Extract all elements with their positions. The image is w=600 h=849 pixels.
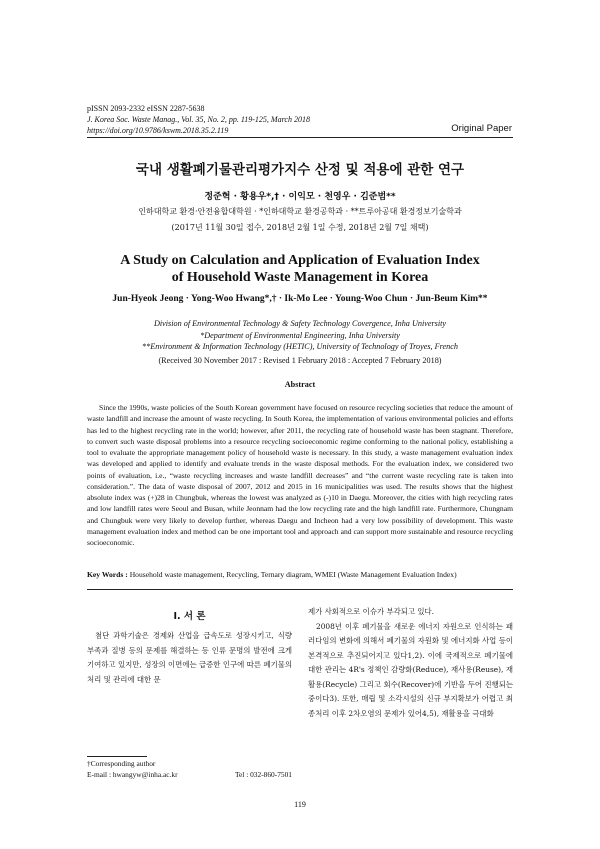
keywords-label: Key Words : <box>87 570 128 579</box>
english-affiliations <box>87 318 513 353</box>
page-number: 119 <box>294 800 306 809</box>
english-dates: (Received 30 November 2017 : Revised 1 February 2018 : Accepted 7 February 2018) <box>158 356 442 365</box>
affiliation-2: *Department of Environmental Engineering, Inha University <box>200 330 400 340</box>
intro-paragraph-continued: 제가 사회적으로 이슈가 부각되고 있다. <box>308 607 434 616</box>
footnote-rule <box>87 756 147 757</box>
article-type: Original Paper <box>451 123 512 134</box>
english-title <box>87 252 513 286</box>
corresponding-author-footnote <box>87 758 292 780</box>
intro-paragraph-1: 첨단 과학기술은 경제와 산업을 급속도로 성장시키고, 식량 부족과 질병 등의 문제를 해결하는 등 인류 문명의 발전에 크게 기여하고 있지만, 성장의 이면에는 급증한 인구에 따른 폐기물의 처리 및 관리에 대한 문 <box>87 631 292 684</box>
keywords <box>87 570 513 579</box>
intro-right-column <box>308 605 513 721</box>
korean-title: 국내 생활폐기물관리평가지수 산정 및 적용에 관한 연구 <box>135 162 465 178</box>
korean-authors: 정준혁 · 황용우*,† · 이익모 · 천영우 · 김준범** <box>204 192 396 202</box>
header-rule <box>87 137 513 138</box>
footnote-label: †Corresponding author <box>87 759 156 768</box>
affiliation-1: Division of Environmental Technology & Safety Technology Covergence, Inha University <box>153 319 447 328</box>
english-authors: Jun-Hyeok Jeong · Yong-Woo Hwang*,† · Ik-Mo Lee · Young-Woo Chun · Jun-Beum Kim** <box>112 294 488 304</box>
journal-header <box>87 103 310 136</box>
intro-paragraph-2: 2008년 이후 폐기물을 새로운 에너지 자원으로 인식하는 패러다임의 변화에 의해서 폐기물의 자원화 및 에너지화 사업 등이 본격적으로 추진되어지고 있다1,2). 이에 국제적으로 폐기물에 대한 관리는 4R's 정책인 감량화(Reduce), 재사용(Reuse), 재활용(Recycle) 그리고 회수(Recover)에 기반을 두어 진행되는 중이다3). 또한, 매립 및 소각시설의 신규 부지확보가 어렵고 최종처리 이후 2차오염의 문제가 있어4,5), 재활용을 극대화 <box>308 621 513 718</box>
abstract-body <box>87 402 513 548</box>
english-title-line2: of Household Waste Management in Korea <box>171 270 429 285</box>
intro-left-column <box>87 629 292 687</box>
footnote-tel: Tel : 032-860-7501 <box>235 770 292 779</box>
doi-link[interactable]: https://doi.org/10.9786/kswm.2018.35.2.119 <box>87 126 229 135</box>
abstract-rule <box>87 589 513 590</box>
footnote-email[interactable]: E-mail : hwangyw@inha.ac.kr <box>87 770 178 779</box>
english-title-line1: A Study on Calculation and Application of Evaluation Index <box>120 253 480 268</box>
abstract-heading: Abstract <box>284 380 316 389</box>
section-heading-introduction: I. 서 론 <box>173 611 206 622</box>
korean-affiliations: 인하대학교 환경·안전융합대학원 · *인하대학교 환경공학과 · **트루아공대 환경정보기술학과 <box>138 207 462 216</box>
affiliation-3: **Environment & Information Technology (HETIC), University of Technology of Troyes, French <box>142 342 458 351</box>
journal-citation: J. Korea Soc. Waste Manag., Vol. 35, No. 2, pp. 119-125, March 2018 <box>87 115 310 124</box>
keywords-value: Household waste management, Recycling, Ternary diagram, WMEI (Waste Management Evaluation Index) <box>129 570 457 579</box>
abstract-paragraph: Since the 1990s, waste policies of the South Korean government have focused on resource recycling societies that reduce the amount of waste landfill and increase the amount of waste recycling. In South Korea, the implementation of various environmental policies and efforts has led to the highest recycling rate in the world; however, after 2011, the recycling rate of household waste has been stagnant. Therefore, to convert such waste disposal problems into a resource recycling socioeconomic regime conforming to the national policy, establishing a tool to evaluate the appropriate management policy of household waste is necessary. In this study, a waste management evaluation index was developed and applied to identify and evaluate trends in the waste disposal methods. For the evaluation index, we considered two points of evaluation, i.e., “waste recycling increases and waste landfill decreases” and “the current waste recycling rate is taken into consideration.”. The data of waste disposal of 2007, 2012 and 2015 in 16 municipalities was used. The results shows that the highest absolute index was (+)28 in Chungbuk, whereas the lowest was analyzed as (-)10 in Daegu. Moreover, the cities with high recycling rates and low landfill rates were Seoul and Busan, while Jeonnam had the low recycling rate and the high landfill rate. Furthermore, Chungnam and Chungbuk were very likely to develop further, whereas Daegu and Incheon had a very low possibility of development. This waste management evaluation index and method can be one important tool and approach and can support more sustainable and resource recycling socioeconomic. <box>87 403 513 547</box>
issn: pISSN 2093-2332 eISSN 2287-5638 <box>87 104 205 113</box>
korean-dates: (2017년 11월 30일 접수, 2018년 2월 1일 수정, 2018년 2월 7일 채택) <box>171 223 429 232</box>
